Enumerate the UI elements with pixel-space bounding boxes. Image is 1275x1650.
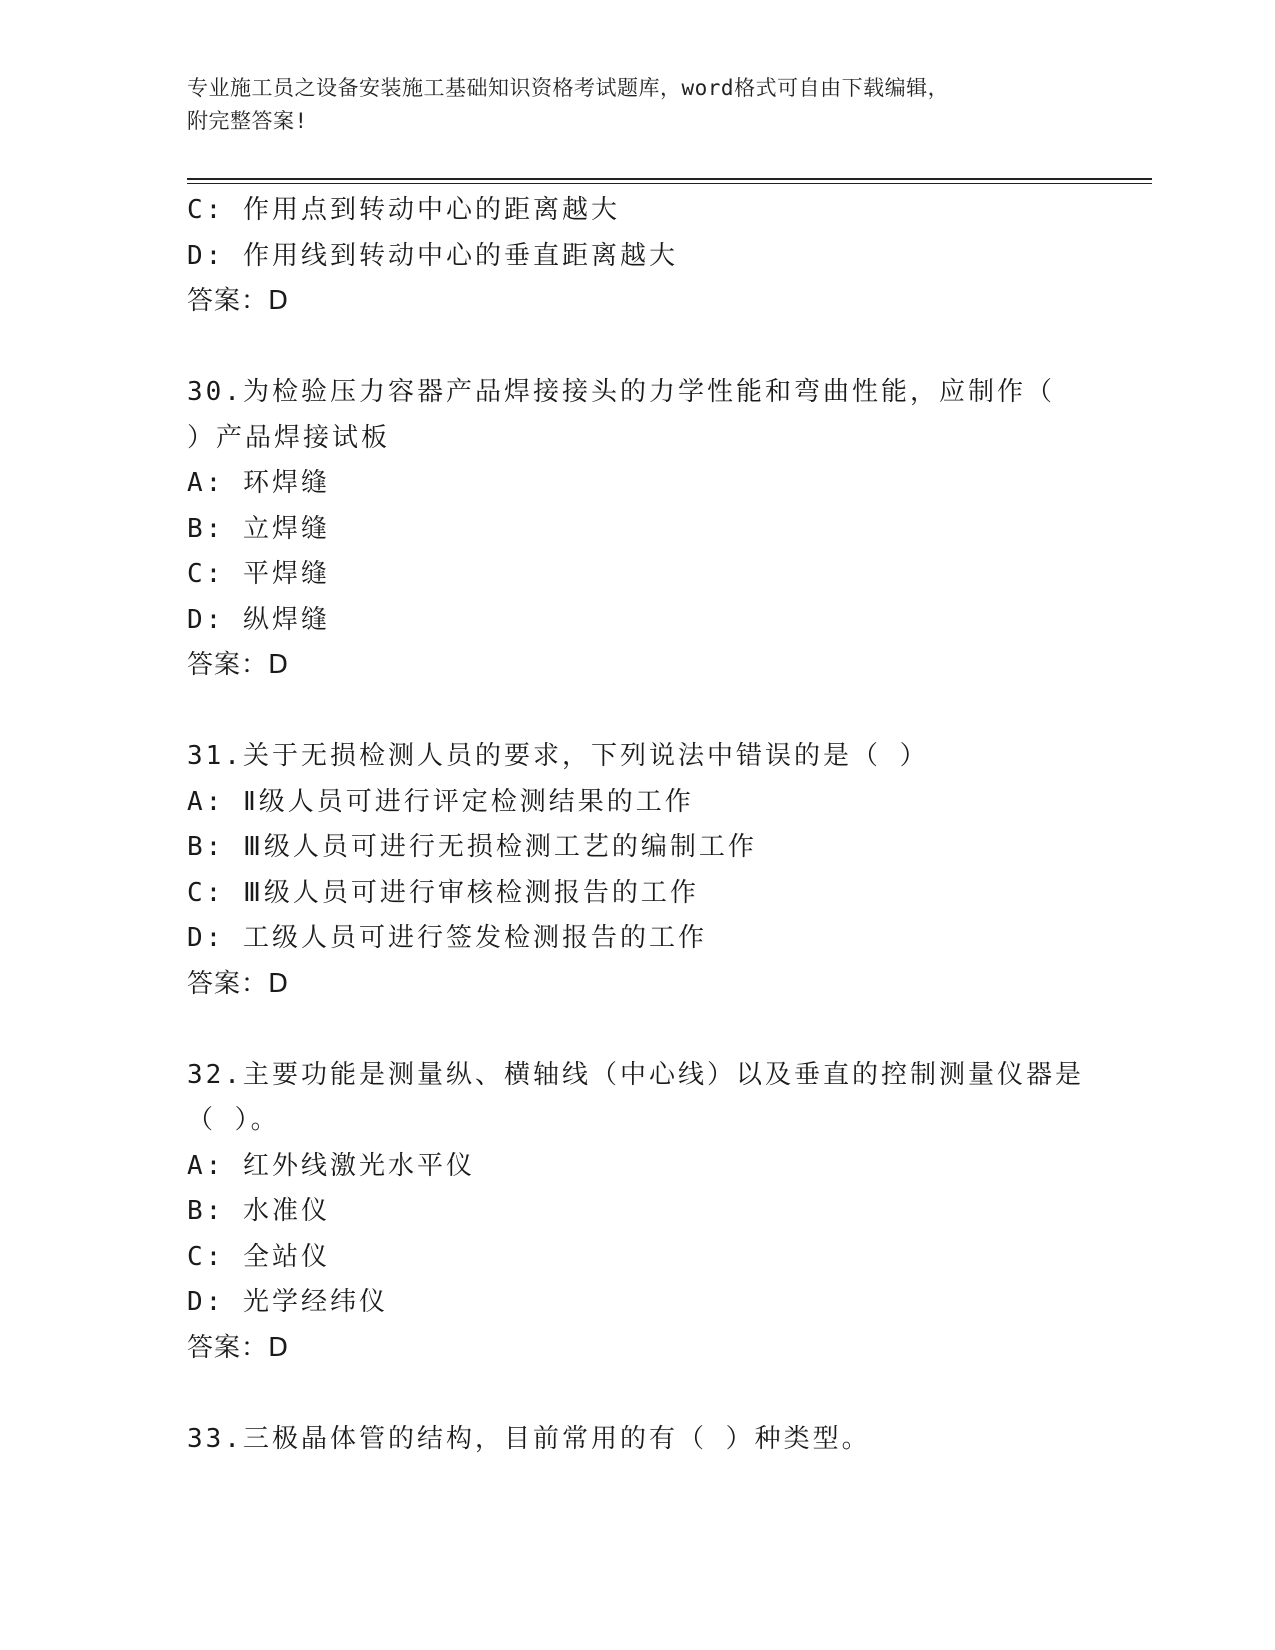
answer-line: 答案：D: [187, 286, 290, 316]
header-divider-thin: [187, 183, 1152, 184]
document-header: [187, 72, 1067, 138]
answer-line: 答案：D: [187, 1332, 290, 1363]
question-stem-continued: ）产品焊接试板: [187, 422, 391, 453]
option-b: B: 水准仪: [187, 1196, 330, 1226]
header-divider-thick: [187, 178, 1152, 180]
question-list: [187, 188, 1087, 1462]
spacer: [187, 1371, 1087, 1417]
option-a: A: Ⅱ级人员可进行评定检测结果的工作: [187, 786, 694, 817]
option-d: D: 工级人员可进行签发检测报告的工作: [187, 923, 707, 953]
option-a: A: 红外线激光水平仪: [187, 1150, 475, 1181]
option-d: D: 纵焊缝: [187, 604, 330, 635]
option-c: C: 全站仪: [187, 1241, 330, 1272]
option-d: D: 作用线到转动中心的垂直距离越大: [187, 240, 678, 271]
question-33: [187, 1417, 1087, 1463]
answer-line: 答案：D: [187, 650, 290, 680]
question-32: [187, 1053, 1087, 1372]
option-d: D: 光学经纬仪: [187, 1287, 388, 1317]
header-line-2: 附完整答案!: [187, 109, 308, 133]
question-30: [187, 370, 1087, 689]
option-b: B: Ⅲ级人员可进行无损检测工艺的编制工作: [187, 832, 757, 862]
question-stem: 33.三极晶体管的结构，目前常用的有（ ）种类型。: [187, 1423, 871, 1454]
spacer: [187, 325, 1087, 371]
question-31: [187, 734, 1087, 1007]
question-stem-continued: （ ）。: [187, 1105, 280, 1135]
option-b: B: 立焊缝: [187, 513, 330, 544]
header-line-1: 专业施工员之设备安装施工基础知识资格考试题库，word格式可自由下载编辑，: [187, 76, 950, 100]
option-c: C: Ⅲ级人员可进行审核检测报告的工作: [187, 877, 699, 908]
question-stem: 30.为检验压力容器产品焊接接头的力学性能和弯曲性能，应制作（: [187, 377, 1055, 407]
option-a: A: 环焊缝: [187, 468, 330, 498]
spacer: [187, 689, 1087, 735]
option-c: C: 平焊缝: [187, 559, 330, 589]
spacer: [187, 1007, 1087, 1053]
question-29-tail: [187, 188, 1087, 325]
question-stem: 31.关于无损检测人员的要求，下列说法中错误的是（ ）: [187, 741, 929, 771]
question-stem: 32.主要功能是测量纵、横轴线（中心线）以及垂直的控制测量仪器是: [187, 1059, 1084, 1090]
option-c: C: 作用点到转动中心的距离越大: [187, 195, 620, 225]
answer-line: 答案：D: [187, 968, 290, 999]
